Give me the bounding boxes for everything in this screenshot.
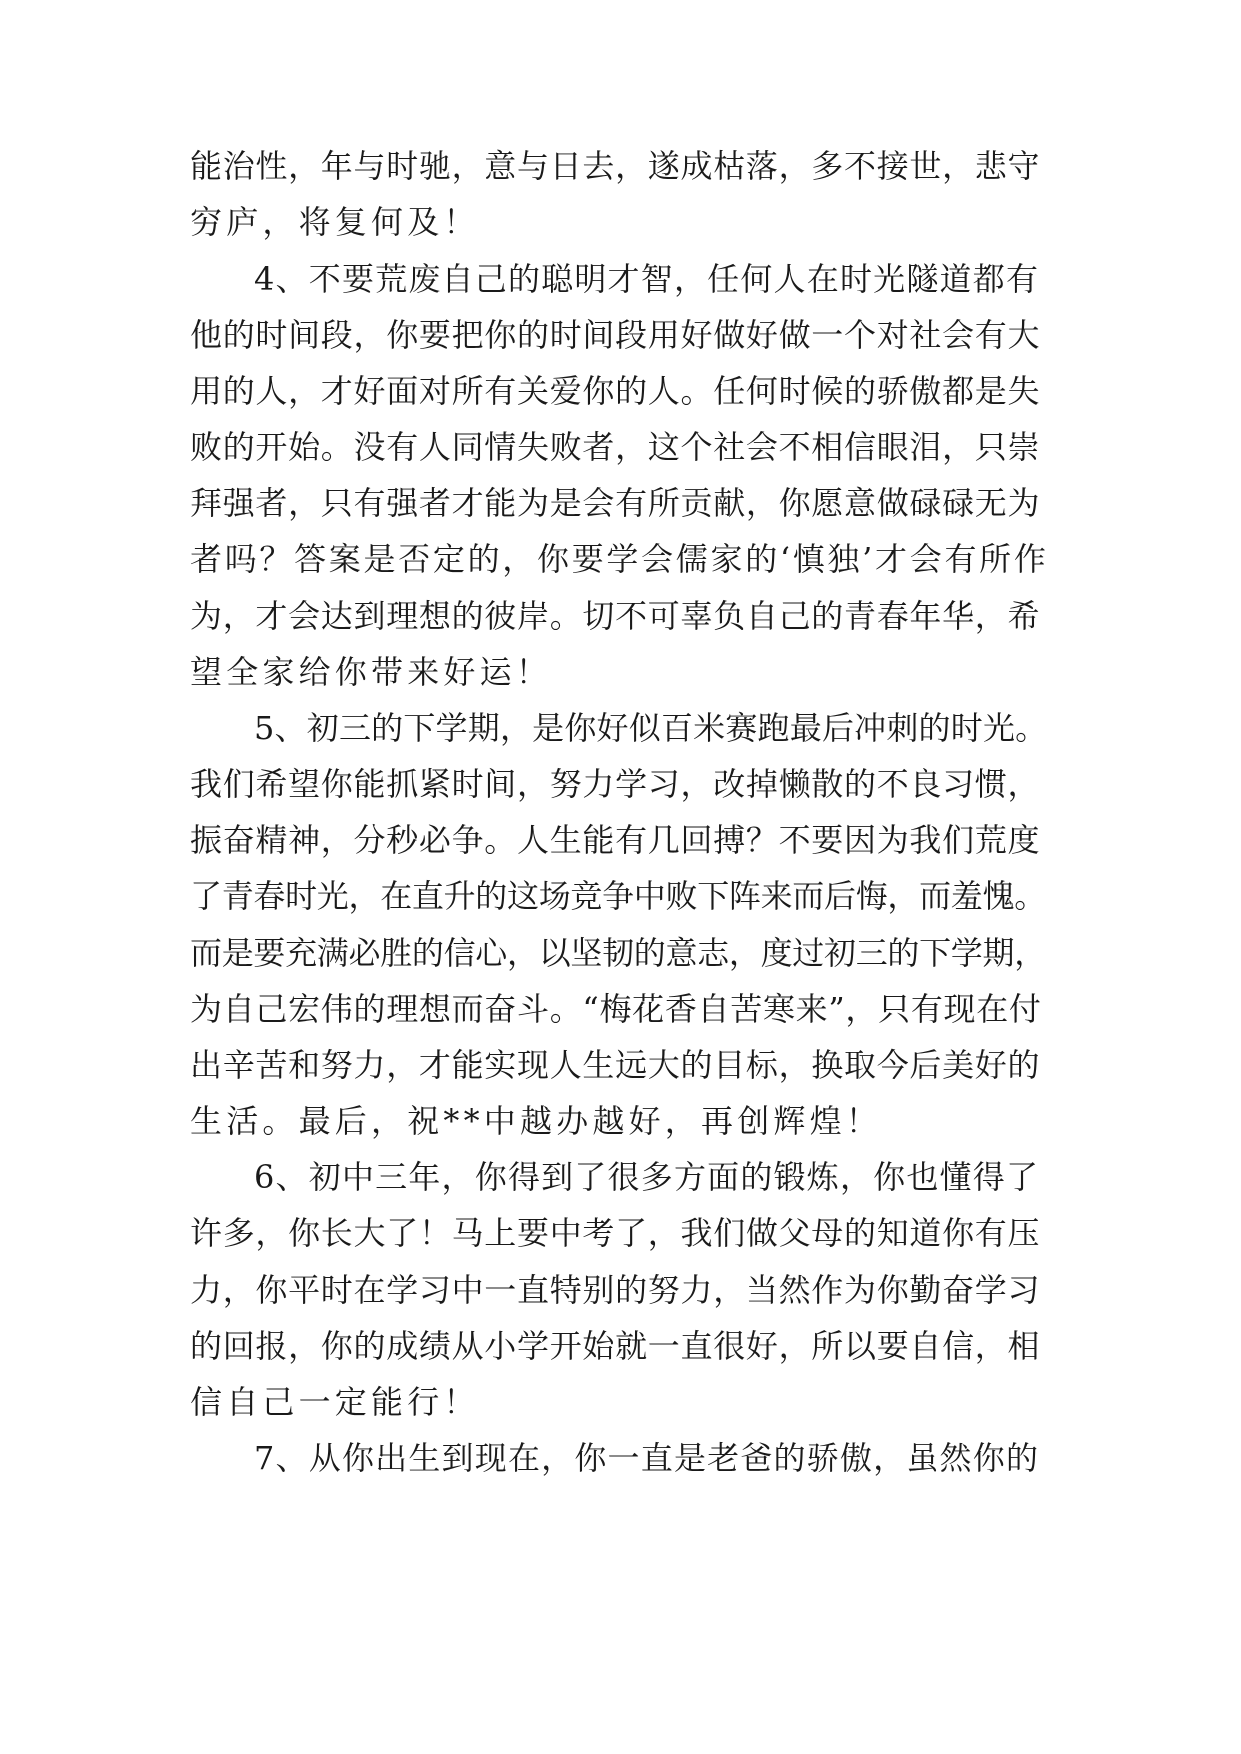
text-line: 用的人，才好面对所有关爱你的人。任何时候的骄傲都是失 <box>190 372 1041 410</box>
text-line: 穷庐，将复何及！ <box>190 203 480 241</box>
text-line: 出辛苦和努力，才能实现人生远大的目标，换取今后美好的 <box>190 1046 1041 1084</box>
paragraph-4-start: 4、不要荒废自己的聪明才智，任何人在时光隧道都有 <box>254 260 1040 298</box>
text-line: 望全家给你带来好运！ <box>190 653 553 691</box>
text-line: 力，你平时在学习中一直特别的努力，当然作为你勤奋学习 <box>190 1271 1041 1309</box>
paragraph-7-start: 7、从你出生到现在，你一直是老爸的骄傲，虽然你的 <box>254 1439 1040 1477</box>
text-line: 拜强者，只有强者才能为是会有所贡献，你愿意做碌碌无为 <box>190 484 1041 522</box>
paragraph-5-start: 5、初三的下学期，是你好似百米赛跑最后冲刺的时光。 <box>254 709 1048 747</box>
text-line: 许多，你长大了！马上要中考了，我们做父母的知道你有压 <box>190 1214 1041 1252</box>
text-line: 他的时间段，你要把你的时间段用好做好做一个对社会有大 <box>190 316 1041 354</box>
text-line: 者吗？答案是否定的，你要学会儒家的‘慎独’才会有所作 <box>190 540 1049 578</box>
text-line: 振奋精神，分秒必争。人生能有几回搏？不要因为我们荒度 <box>190 821 1041 859</box>
text-line: 了青春时光，在直升的这场竞争中败下阵来而后悔，而羞愧。 <box>190 877 1046 915</box>
text-line: 的回报，你的成绩从小学开始就一直很好，所以要自信，相 <box>190 1327 1041 1365</box>
text-line: 败的开始。没有人同情失败者，这个社会不相信眼泪，只崇 <box>190 428 1041 466</box>
text-line: 而是要充满必胜的信心，以坚韧的意志，度过初三的下学期， <box>190 934 1046 972</box>
text-line: 为自己宏伟的理想而奋斗。“梅花香自苦寒来”，只有现在付 <box>190 990 1042 1028</box>
text-line: 信自己一定能行！ <box>190 1383 480 1421</box>
text-line: 我们希望你能抓紧时间，努力学习，改掉懒散的不良习惯， <box>190 765 1041 803</box>
text-line: 为，才会达到理想的彼岸。切不可辜负自己的青春年华，希 <box>190 597 1041 635</box>
paragraph-6-start: 6、初中三年，你得到了很多方面的锻炼，你也懂得了 <box>254 1158 1040 1196</box>
text-line: 能治性，年与时驰，意与日去，遂成枯落，多不接世，悲守 <box>190 147 1041 185</box>
text-line: 生活。最后，祝**中越办越好，再创辉煌！ <box>190 1102 883 1140</box>
